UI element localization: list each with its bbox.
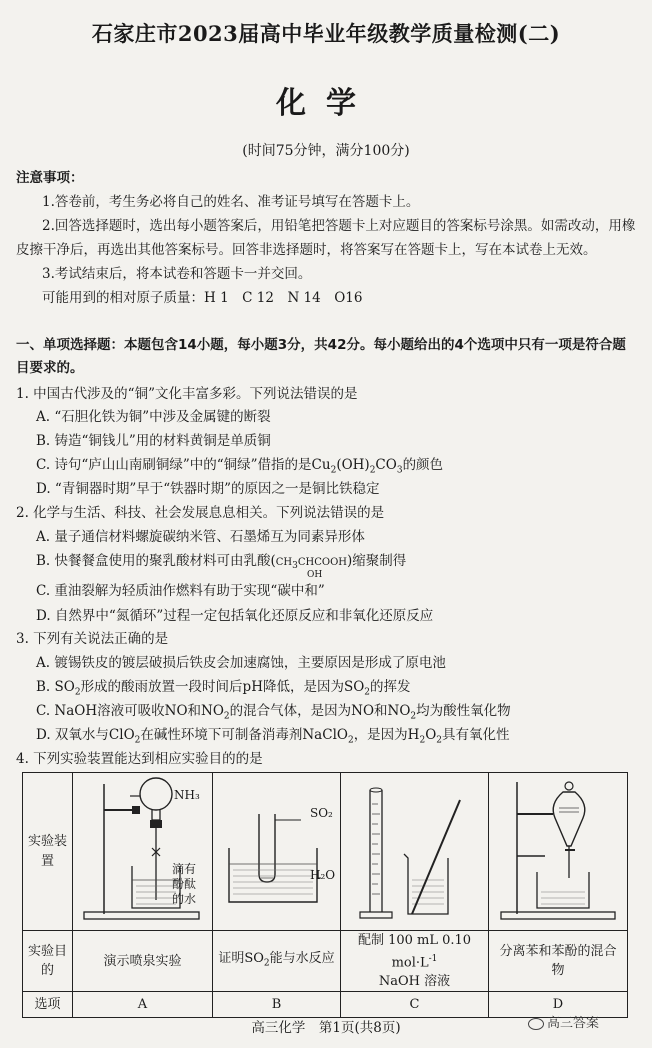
notice-item-1: 1.答卷前，考生务必将自己的姓名、准考证号填写在答题卡上。	[42, 194, 420, 210]
lactic-acid-formula: $CH_3CHCOOH$	[275, 557, 348, 571]
q2-option-d: D. 自然界中“氮循环”过程一定包括氧化还原反应和非氧化还原反应	[36, 608, 434, 624]
question-3-stem: 3. 下列有关说法正确的是	[16, 631, 169, 647]
notice-heading: 注意事项：	[16, 170, 84, 186]
watermark-text: 高三答案	[547, 1016, 600, 1031]
watermark	[528, 1012, 599, 1031]
q3-d-pre: D. 双氧水与ClO	[36, 727, 135, 743]
section-1-heading: 一、单项选择题：本题包含14小题，每小题3分，共42分。每小题给出的4个选项中只有一项是符合题目要求的。	[16, 337, 626, 376]
purpose-a: 演示喷泉实验	[73, 931, 213, 992]
q1-option-a: A. “石胆化铁为铜”中涉及金属键的断裂	[36, 409, 271, 425]
subject-title: 化学	[276, 86, 376, 121]
q3-b-pre: B. SO	[36, 679, 75, 695]
purpose-d: 分离苯和苯酚的混合物	[489, 931, 628, 992]
q3-d-mid3: O	[425, 727, 437, 743]
purpose-b-pre: 证明SO	[218, 950, 264, 966]
apparatus-c	[341, 773, 489, 931]
q1-option-c-pre: C. 诗句“庐山山南刷铜绿”中的“铜绿”借指的是	[36, 457, 312, 473]
option-a-cell: A	[73, 992, 213, 1018]
q3-option-d: D. 双氧水与ClO$_2$在碱性环境下可制备消毒剂NaClO$_2$，是因为$H_2O_2$具有氧化性	[36, 727, 510, 746]
time-info: (时间75分钟，满分100分)	[242, 143, 410, 159]
row-label-option: 选项	[23, 992, 73, 1018]
apparatus-d	[489, 773, 628, 931]
notice-item-2: 2.回答选择题时，选出每小题答案后，用铅笔把答题卡上对应题目的答案标号涂黑。如需改动，用橡皮擦干净后，再选出其他答案标号。回答非选择题时，将答案写在答题卡上，写在本试卷上无效。	[16, 218, 636, 258]
atomic-mass-line: 可能用到的相对原子质量：H 1 C 12 N 14 O16	[42, 290, 363, 306]
copper-green-formula: $Cu_2(OH)_2CO_3$	[311, 457, 403, 476]
apparatus-b	[213, 773, 341, 931]
q3-option-c: C. NaOH溶液可吸收NO和$NO_2$的混合气体，是因为NO和$NO_2$均为酸性氧化物	[36, 703, 511, 722]
purpose-c-sup: -1	[428, 954, 438, 964]
row-label-purpose: 实验目的	[23, 931, 73, 992]
purpose-c-line1: 配制 100 mL 0.10 mol·L	[357, 933, 472, 971]
test-tube-apparatus-icon	[215, 774, 339, 926]
option-d-cell: D	[489, 992, 628, 1018]
page-footer: 高三化学 第1页(共8页)	[251, 1020, 401, 1036]
option-b-cell: B	[213, 992, 341, 1018]
volumetric-apparatus-icon	[342, 774, 488, 926]
question-2-stem: 2. 化学与生活、科技、社会发展息息相关。下列说法错误的是	[16, 505, 385, 521]
q2-option-b-pre: B. 快餐餐盒使用的聚乳酸材料可由乳酸(	[36, 553, 276, 569]
q2-option-b-post: )缩聚制得	[347, 553, 407, 569]
exam-title: 石家庄市2023届高中毕业年级教学质量检测(二)	[91, 21, 561, 46]
label-so2: SO₂	[310, 806, 333, 820]
purpose-b-post: 能与水反应	[269, 950, 335, 966]
purpose-c-line2: NaOH 溶液	[378, 974, 451, 990]
q3-b-post: 的挥发	[370, 679, 411, 695]
q3-c-mid: 的混合气体，是因为NO和NO	[229, 703, 411, 719]
label-nh3: NH₃	[174, 788, 200, 802]
purpose-c	[341, 931, 489, 992]
q3-d-mid: 在碱性环境下可制备消毒剂NaClO	[140, 727, 348, 743]
q1-option-b: B. 铸造“铜钱儿”用的材料黄铜是单质铜	[36, 433, 271, 449]
label-water: 滴有酚酞的水	[172, 862, 197, 906]
q2-option-a: A. 量子通信材料螺旋碳纳米管、石墨烯互为同素异形体	[36, 529, 365, 545]
option-c-cell: C	[341, 992, 489, 1018]
question-1-stem: 1. 中国古代涉及的“铜”文化丰富多彩。下列说法错误的是	[16, 386, 358, 402]
q3-c-post: 均为酸性氧化物	[416, 703, 511, 719]
lactic-acid-oh: OH	[307, 570, 323, 580]
wechat-icon	[528, 1018, 544, 1030]
q2-option-b	[36, 550, 636, 577]
q2-option-c: C. 重油裂解为轻质油作燃料有助于实现“碳中和”	[36, 583, 325, 599]
separatory-funnel-icon	[493, 774, 623, 926]
label-h2o: H₂O	[310, 868, 336, 882]
notice-item-3: 3.考试结束后，将本试卷和答题卡一并交回。	[42, 266, 312, 282]
q1-option-c-post: 的颜色	[402, 457, 444, 473]
purpose-b: 证明$SO_2$能与水反应	[213, 931, 341, 992]
q3-option-b: B. $SO_2$形成的酸雨放置一段时间后pH降低，是因为$SO_2$的挥发	[36, 679, 411, 698]
q3-option-a: A. 镀锡铁皮的镀层破损后铁皮会加速腐蚀，主要原因是形成了原电池	[36, 655, 446, 671]
q3-d-post: 具有氧化性	[442, 727, 510, 743]
q1-option-d: D. “青铜器时期”早于“铁器时期”的原因之一是铜比铁稳定	[36, 481, 380, 497]
row-label-apparatus: 实验装置	[23, 773, 73, 931]
q3-c-pre: C. NaOH溶液可吸收NO和NO	[36, 703, 224, 719]
q3-d-mid2: ，是因为H	[353, 727, 420, 743]
question-4-stem: 4. 下列实验装置能达到相应实验目的的是	[16, 751, 263, 767]
q3-b-mid: 形成的酸雨放置一段时间后pH降低，是因为SO	[80, 679, 365, 695]
